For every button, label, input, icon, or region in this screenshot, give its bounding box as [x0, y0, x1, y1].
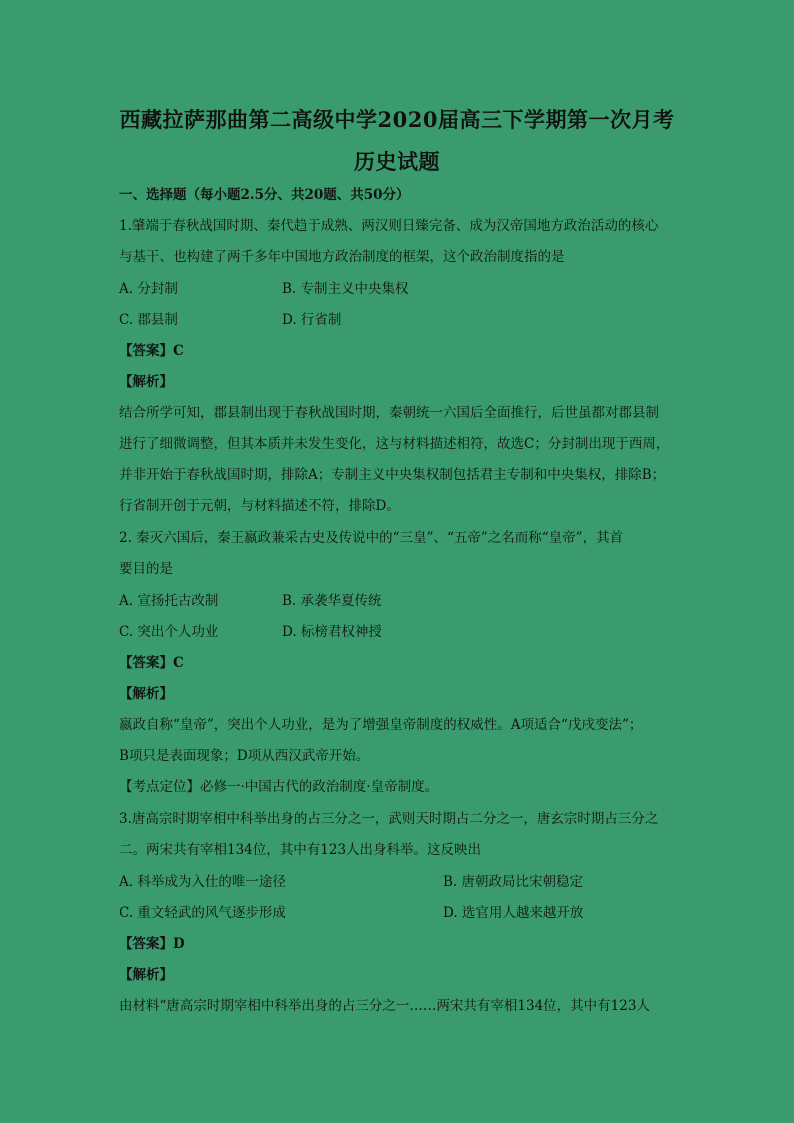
q1-analysis-line-3: 并非开始于春秋战国时期，排除A；专制主义中央集权制包括君主专制和中央集权，排除B； — [119, 467, 666, 483]
q1-stem-line-1: 1.肇端于春秋战国时期、秦代趋于成熟、两汉则日臻完备、成为汉帝国地方政治活动的核心 — [119, 218, 659, 234]
section-heading: 一、选择题（每小题2.5分、共20题、共50分） — [119, 187, 410, 203]
q1-option-d: D. 行省制 — [282, 312, 342, 328]
q1-analysis-line-4: 行省制开创于元朝，与材料描述不符，排除D。 — [119, 498, 400, 514]
q2-analysis-line-2: B项只是表面现象；D项从西汉武帝开始。 — [119, 748, 370, 764]
q3-analysis-label: 【解析】 — [119, 967, 173, 983]
q3-analysis-line-1: 由材料“唐高宗时期宰相中科举出身的占三分之一……两宋共有宰相134位，其中有123人 — [119, 998, 650, 1014]
q2-stem-line-2: 要目的是 — [119, 561, 173, 577]
q3-option-c: C. 重文轻武的风气逐步形成 — [119, 905, 286, 921]
q1-stem-line-2: 与基干、也构建了两千多年中国地方政治制度的框架，这个政治制度指的是 — [119, 249, 565, 265]
q2-option-a: A. 宣扬托古改制 — [119, 593, 219, 609]
q1-option-a: A. 分封制 — [119, 281, 178, 297]
q2-option-b: B. 承袭华夏传统 — [282, 593, 382, 609]
q3-answer: 【答案】D — [119, 936, 185, 952]
q3-stem-line-1: 3.唐高宗时期宰相中科举出身的占三分之一，武则天时期占二分之一，唐玄宗时期占三分之 — [119, 811, 659, 827]
q2-option-c: C. 突出个人功业 — [119, 624, 219, 640]
q2-answer: 【答案】C — [119, 655, 184, 671]
q1-option-b: B. 专制主义中央集权 — [282, 281, 409, 297]
q3-option-a: A. 科举成为入仕的唯一途径 — [119, 874, 286, 890]
q3-stem-line-2: 二。两宋共有宰相134位，其中有123人出身科举。这反映出 — [119, 842, 482, 858]
q1-answer: 【答案】C — [119, 343, 184, 359]
q3-option-b: B. 唐朝政局比宋朝稳定 — [443, 874, 584, 890]
page-title: 西藏拉萨那曲第二高级中学2020届高三下学期第一次月考 — [119, 107, 675, 132]
q2-kaodian: 【考点定位】必修一·中国古代的政治制度·皇帝制度。 — [119, 779, 439, 795]
q2-stem-line-1: 2. 秦灭六国后，秦王嬴政兼采古史及传说中的“三皇”、“五帝”之名而称“皇帝”，其首 — [119, 530, 624, 546]
q3-option-d: D. 选官用人越来越开放 — [443, 905, 584, 921]
q1-analysis-line-2: 进行了细微调整，但其本质并未发生变化，这与材料描述相符，故选C；分封制出现于西周， — [119, 436, 670, 452]
q2-analysis-label: 【解析】 — [119, 686, 173, 702]
q1-option-c: C. 郡县制 — [119, 312, 178, 328]
q1-analysis-line-1: 结合所学可知，郡县制出现于春秋战国时期，秦朝统一六国后全面推行，后世虽都对郡县制 — [119, 405, 659, 421]
q2-analysis-line-1: 嬴政自称“皇帝”，突出个人功业，是为了增强皇帝制度的权威性。A项适合“戊戌变法”； — [119, 717, 643, 733]
q1-analysis-label: 【解析】 — [119, 374, 173, 390]
q2-option-d: D. 标榜君权神授 — [282, 624, 382, 640]
page-subtitle: 历史试题 — [354, 149, 440, 174]
